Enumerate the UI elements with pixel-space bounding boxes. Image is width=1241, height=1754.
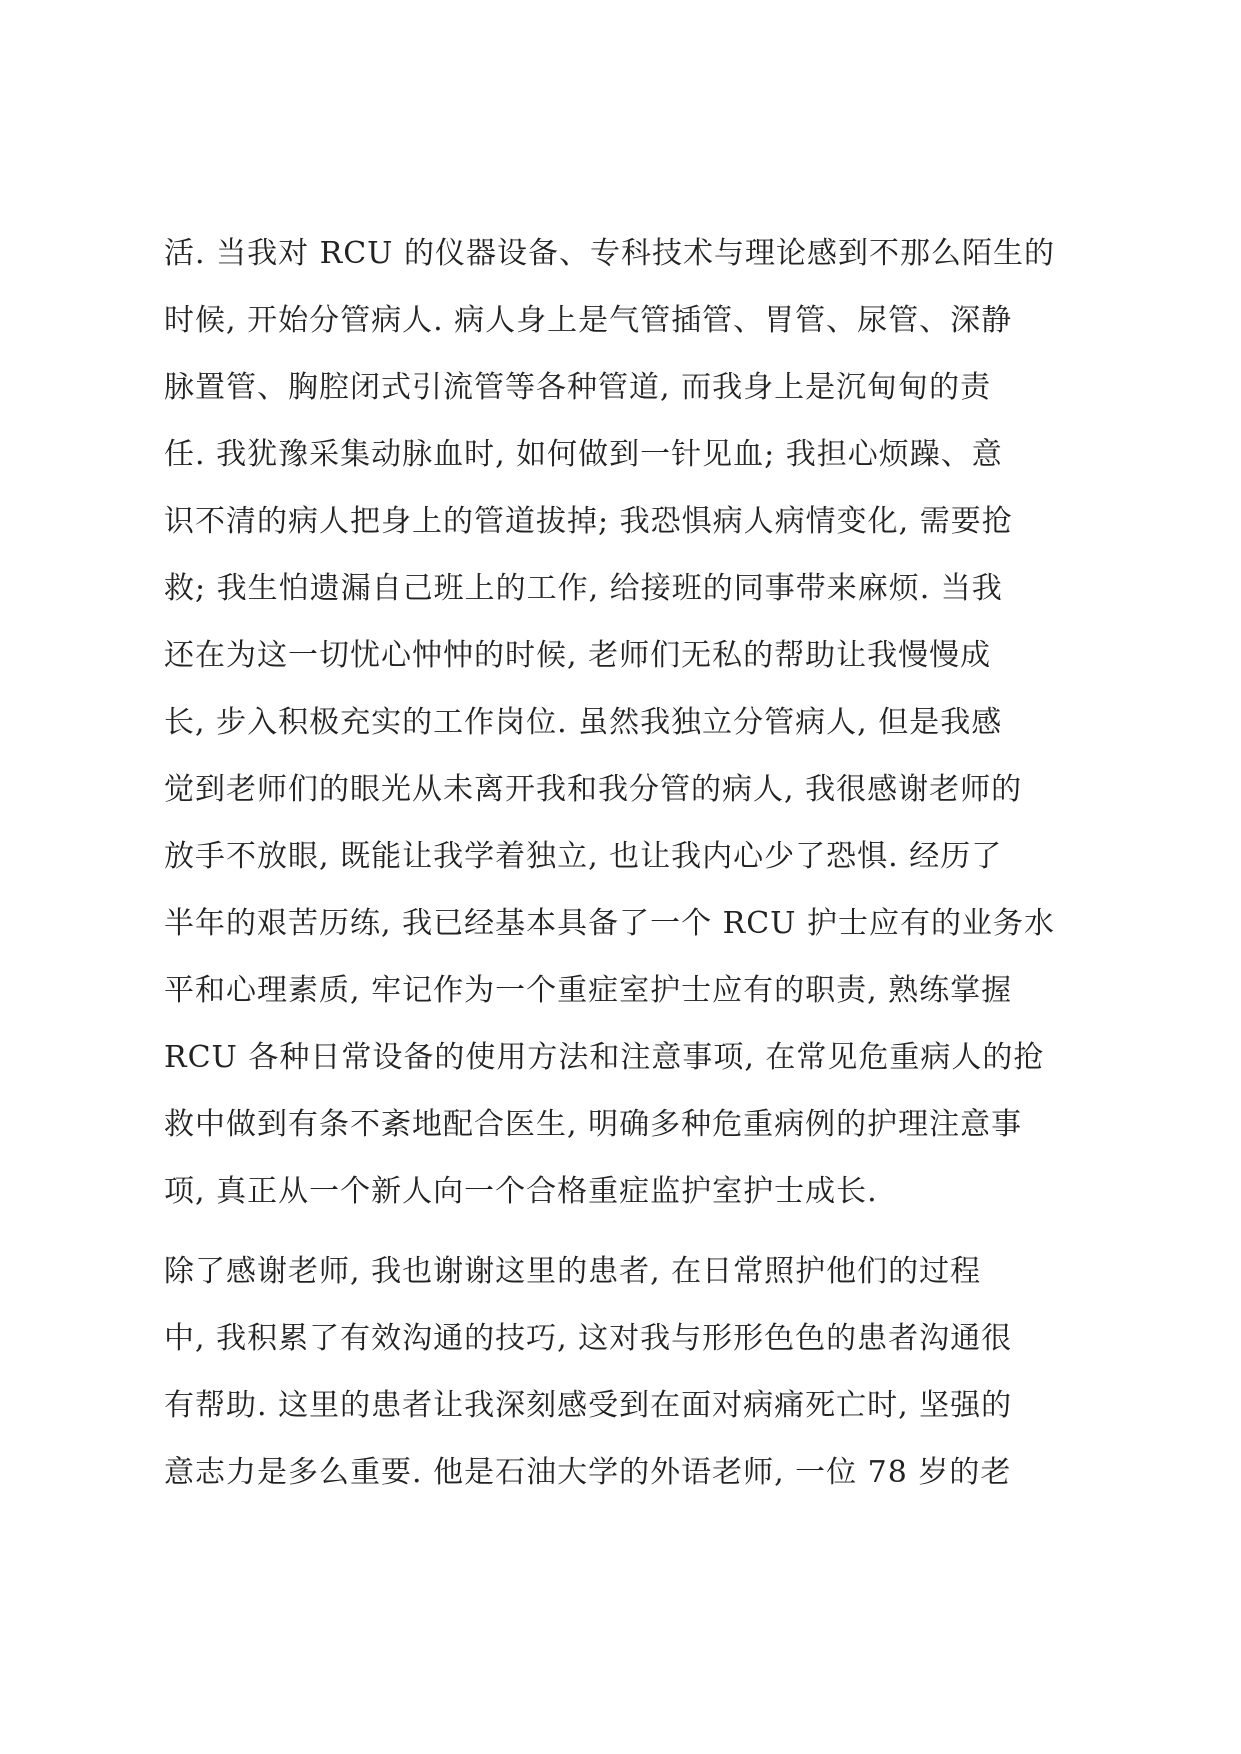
text-line: 还在为这一切忧心忡忡的时候, 老师们无私的帮助让我慢慢成 — [164, 638, 992, 673]
text-line: 救; 我生怕遗漏自己班上的工作, 给接班的同事带来麻烦. 当我 — [164, 571, 1003, 606]
paragraph-1 — [164, 220, 1094, 1225]
text-line: 识不清的病人把身上的管道拔掉; 我恐惧病人病情变化, 需要抢 — [164, 504, 1013, 539]
text-line: 除了感谢老师, 我也谢谢这里的患者, 在日常照护他们的过程 — [164, 1254, 982, 1289]
text-line: 项, 真正从一个新人向一个合格重症监护室护士成长. — [164, 1174, 878, 1209]
text-line: 意志力是多么重要. 他是石油大学的外语老师, 一位 78 岁的老 — [164, 1455, 1012, 1490]
text-line: 脉置管、胸腔闭式引流管等各种管道, 而我身上是沉甸甸的责 — [164, 370, 992, 405]
text-line: 平和心理素质, 牢记作为一个重症室护士应有的职责, 熟练掌握 — [164, 973, 1013, 1008]
text-line: 活. 当我对 RCU 的仪器设备、专科技术与理论感到不那么陌生的 — [164, 236, 1055, 271]
text-line: 放手不放眼, 既能让我学着独立, 也让我内心少了恐惧. 经历了 — [164, 839, 1003, 874]
text-line: 中, 我积累了有效沟通的技巧, 这对我与形形色色的患者沟通很 — [164, 1321, 1013, 1356]
text-line: 有帮助. 这里的患者让我深刻感受到在面对病痛死亡时, 坚强的 — [164, 1388, 1013, 1423]
text-line: RCU 各种日常设备的使用方法和注意事项, 在常见危重病人的抢 — [164, 1040, 1045, 1075]
text-line: 时候, 开始分管病人. 病人身上是气管插管、胃管、尿管、深静 — [164, 303, 1013, 338]
text-line: 觉到老师们的眼光从未离开我和我分管的病人, 我很感谢老师的 — [164, 772, 1023, 807]
text-line: 救中做到有条不紊地配合医生, 明确多种危重病例的护理注意事 — [164, 1107, 1023, 1142]
text-line: 长, 步入积极充实的工作岗位. 虽然我独立分管病人, 但是我感 — [164, 705, 1003, 740]
text-line: 半年的艰苦历练, 我已经基本具备了一个 RCU 护士应有的业务水 — [164, 906, 1055, 941]
paragraph-2 — [164, 1238, 1094, 1506]
text-line: 任. 我犹豫采集动脉血时, 如何做到一针见血; 我担心烦躁、意 — [164, 437, 1003, 472]
